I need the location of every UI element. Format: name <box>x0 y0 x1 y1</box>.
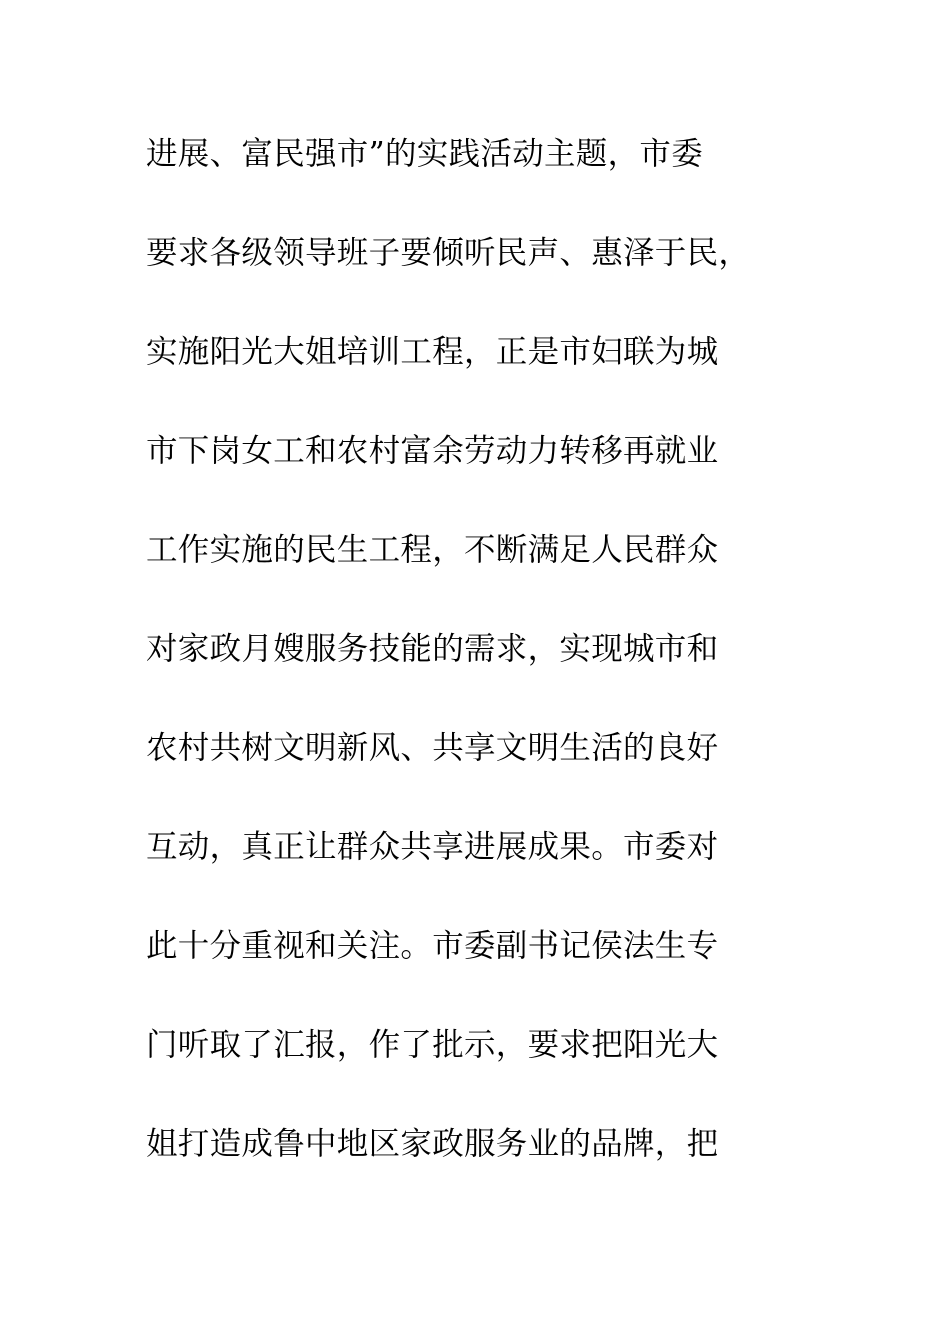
text-line: 此十分重视和关注。市委副书记侯法生专 <box>146 928 719 964</box>
text-line: 进展、富民强市”的实践活动主题，市委 <box>146 136 704 172</box>
text-line: 实施阳光大姐培训工程，正是市妇联为城 <box>146 334 719 370</box>
text-line: 门听取了汇报，作了批示，要求把阳光大 <box>146 1027 719 1063</box>
text-line: 市下岗女工和农村富余劳动力转移再就业 <box>146 433 719 469</box>
text-line: 姐打造成鲁中地区家政服务业的品牌，把 <box>146 1126 719 1162</box>
text-line: 农村共树文明新风、共享文明生活的良好 <box>146 730 719 766</box>
text-line: 工作实施的民生工程，不断满足人民群众 <box>146 532 719 568</box>
text-line: 对家政月嫂服务技能的需求，实现城市和 <box>146 631 719 667</box>
text-line: 要求各级领导班子要倾听民声、惠泽于民， <box>146 235 751 271</box>
body-text <box>146 124 786 1213</box>
text-line: 互动，真正让群众共享进展成果。市委对 <box>146 829 719 865</box>
